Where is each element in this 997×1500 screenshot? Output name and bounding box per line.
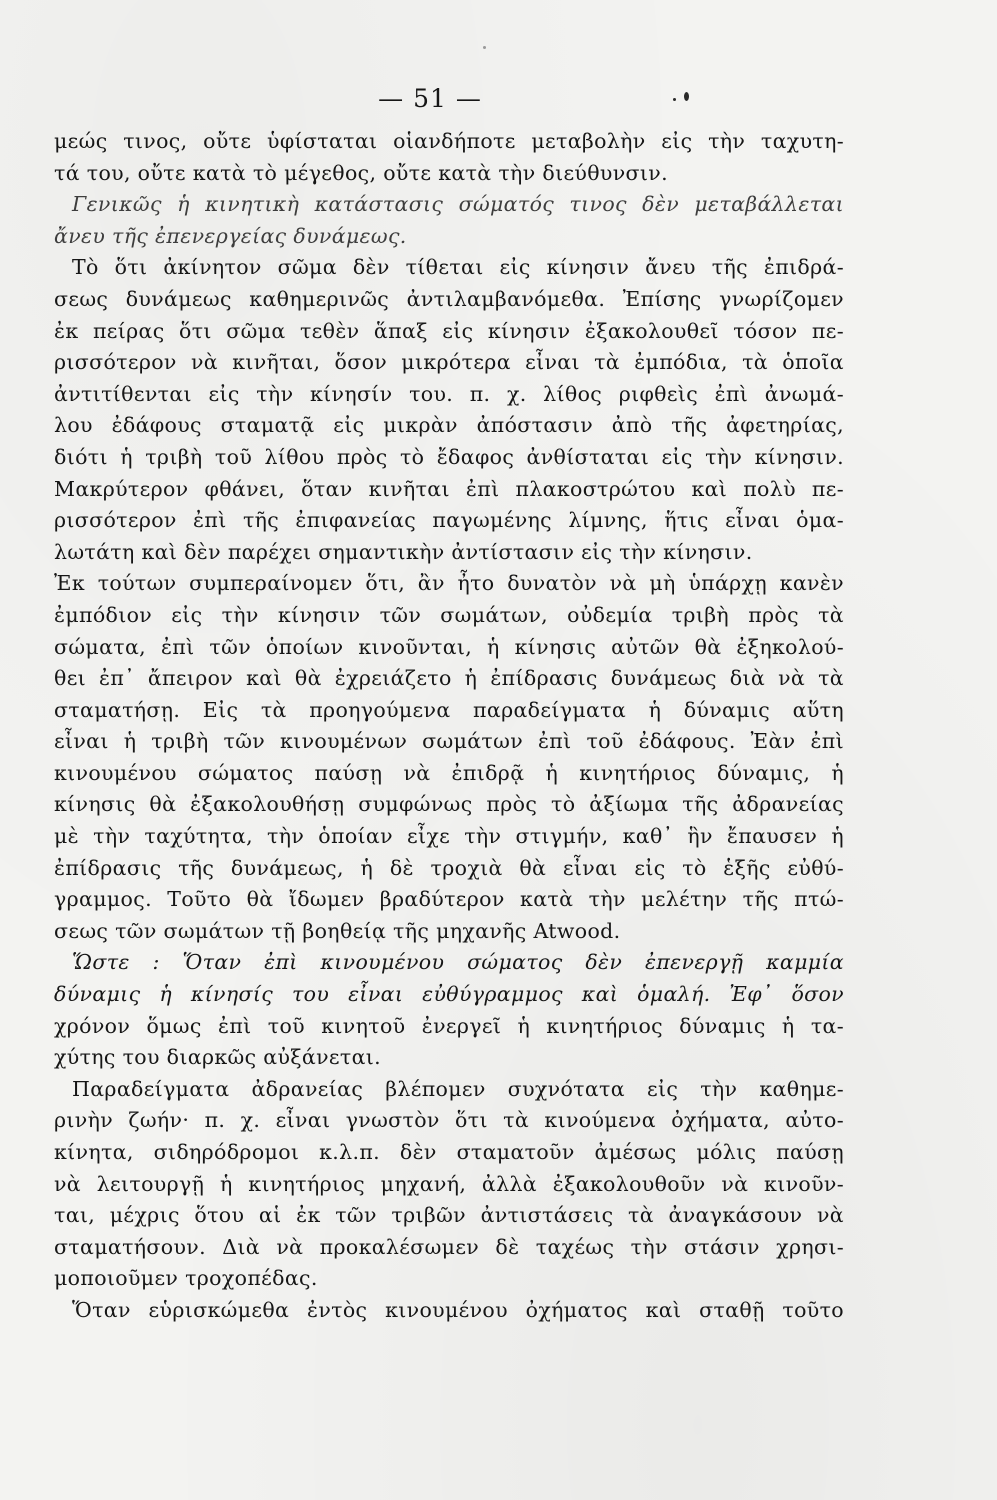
text-line: διότι ἡ τριβὴ τοῦ λίθου πρὸς τὸ ἔδαφος ἀνθίσταται εἰς τὴν κίνησιν.	[54, 444, 844, 469]
text-line: σώματα, ἐπὶ τῶν ὁποίων κινοῦνται, ἡ κίνησις αὐτῶν θὰ ἐξηκολού-	[54, 634, 844, 659]
text-line: μεώς τινος, οὔτε ὑφίσταται οἱανδήποτε μεταβολὴν εἰς τὴν ταχυτη-	[54, 129, 844, 153]
ink-speck	[483, 46, 486, 49]
text-line: ἀντιτίθενται εἰς τὴν κίνησίν του. π. χ. λίθος ριφθεὶς ἐπὶ ἀνωμά-	[54, 381, 844, 406]
text-line: θει ἐπ᾽ ἄπειρον καὶ θὰ ἐχρειάζετο ἡ ἐπίδρασις δυνάμεως διὰ νὰ τὰ	[54, 666, 844, 691]
text-line: μὲ τὴν ταχύτητα, τὴν ὁποίαν εἶχε τὴν στιγμήν, καθ᾽ ἣν ἔπαυσεν ἡ	[54, 824, 844, 849]
text-line: ρισσότερον νὰ κινῆται, ὅσον μικρότερα εἶναι τὰ ἐμπόδια, τὰ ὁποῖα	[54, 350, 844, 375]
text-line: τά του, οὔτε κατὰ τὸ μέγεθος, οὔτε κατὰ τὴν διεύθυνσιν.	[54, 160, 668, 185]
text-line: ρισσότερον ἐπὶ τῆς ἐπιφανείας παγωμένης λίμνης, ἥτις εἶναι ὁμα-	[54, 508, 844, 533]
text-line: χρόνον ὅμως ἐπὶ τοῦ κινητοῦ ἐνεργεῖ ἡ κινητήριος δύναμις ἡ τα-	[54, 1013, 844, 1038]
text-line: χύτης του διαρκῶς αὐξάνεται.	[54, 1045, 382, 1070]
text-line: Μακρύτερον φθάνει, ὅταν κινῆται ἐπὶ πλακοστρώτου καὶ πολὺ πε-	[54, 476, 844, 501]
ink-speck	[684, 92, 689, 101]
text-line: μοποιοῦμεν τροχοπέδας.	[54, 1266, 318, 1291]
text-line: σταματήσουν. Διὰ νὰ προκαλέσωμεν δὲ ταχέως τὴν στάσιν χρησι-	[54, 1234, 844, 1259]
text-line: κίνητα, σιδηρόδρομοι κ.λ.π. δὲν σταματοῦν ἀμέσως μόλις παύσῃ	[54, 1140, 844, 1164]
text-line: ἐκ πείρας ὅτι σῶμα τεθὲν ἅπαξ εἰς κίνησιν ἐξακολουθεῖ τόσον πε-	[54, 318, 844, 343]
text-line: εἶναι ἡ τριβὴ τῶν κινουμένων σωμάτων ἐπὶ τοῦ ἐδάφους. Ἐὰν ἐπὶ	[54, 729, 844, 754]
text-line: κινουμένου σώματος παύσῃ νὰ ἐπιδρᾷ ἡ κινητήριος δύναμις, ἡ	[54, 760, 844, 785]
text-line: κίνησις θὰ ἐξακολουθήσῃ συμφώνως πρὸς τὸ ἀξίωμα τῆς ἀδρανείας	[54, 792, 844, 817]
text-line: ἐμπόδιον εἰς τὴν κίνησιν τῶν σωμάτων, οὐδεμία τριβὴ πρὸς τὰ	[54, 602, 844, 627]
page-number: — 51 —	[378, 84, 482, 113]
text-line: ἐπίδρασις τῆς δυνάμεως, ἡ δὲ τροχιὰ θὰ εἶναι εἰς τὸ ἑξῆς εὐθύ-	[54, 855, 844, 880]
text-line: ται, μέχρις ὅτου αἱ ἐκ τῶν τριβῶν ἀντιστάσεις τὰ ἀναγκάσουν νὰ	[54, 1203, 844, 1228]
text-line: λωτάτη καὶ δὲν παρέχει σημαντικὴν ἀντίστασιν εἰς τὴν κίνησιν.	[54, 539, 753, 564]
text-line: Παραδείγματα ἀδρανείας βλέπομεν συχνότατα εἰς τὴν καθημε-	[72, 1076, 844, 1101]
text-line: ρινὴν ζωήν· π. χ. εἶναι γνωστὸν ὅτι τὰ κινούμενα ὀχήματα, αὐτο-	[54, 1108, 844, 1133]
text-line: Ἐκ τούτων συμπεραίνομεν ὅτι, ἂν ἦτο δυνατὸν νὰ μὴ ὑπάρχῃ κανὲν	[54, 571, 844, 596]
text-line: γραμμος. Τοῦτο θὰ ἴδωμεν βραδύτερον κατὰ τὴν μελέτην τῆς πτώ-	[54, 887, 844, 912]
text-line: σεως τῶν σωμάτων τῇ βοηθείᾳ τῆς μηχανῆς Atwood.	[54, 918, 621, 943]
text-line: σταματήσῃ. Εἰς τὰ προηγούμενα παραδείγματα ἡ δύναμις αὕτη	[54, 697, 844, 722]
text-line: λου ἐδάφους σταματᾷ εἰς μικρὰν ἀπόστασιν ἀπὸ τῆς ἀφετηρίας,	[54, 413, 844, 438]
text-line: Ὅταν εὑρισκώμεθα ἐντὸς κινουμένου ὀχήματος καὶ σταθῇ τοῦτο	[72, 1297, 844, 1322]
text-line: νὰ λειτουργῇ ἡ κινητήριος μηχανή, ἀλλὰ ἐξακολουθοῦν νὰ κινοῦν-	[54, 1171, 844, 1196]
text-line: Γενικῶς ἡ κινητικὴ κατάστασις σώματός τινος δὲν μεταβάλλεται	[72, 192, 844, 217]
text-line: δύναμις ἡ κίνησίς του εἶναι εὐθύγραμμος καὶ ὁμαλή. Ἐφ᾽ ὅσον	[54, 982, 844, 1007]
text-line: σεως δυνάμεως καθημερινῶς ἀντιλαμβανόμεθα. Ἐπίσης γνωρίζομεν	[54, 286, 844, 311]
text-line: Ὥστε : Ὅταν ἐπὶ κινουμένου σώματος δὲν ἐπενεργῇ καμμία	[72, 950, 844, 975]
text-line: Τὸ ὅτι ἀκίνητον σῶμα δὲν τίθεται εἰς κίνησιν ἄνευ τῆς ἐπιδρά-	[72, 255, 844, 280]
ink-speck	[673, 98, 676, 101]
text-line: ἄνευ τῆς ἐπενεργείας δυνάμεως.	[54, 223, 407, 248]
body-text	[54, 126, 844, 1327]
